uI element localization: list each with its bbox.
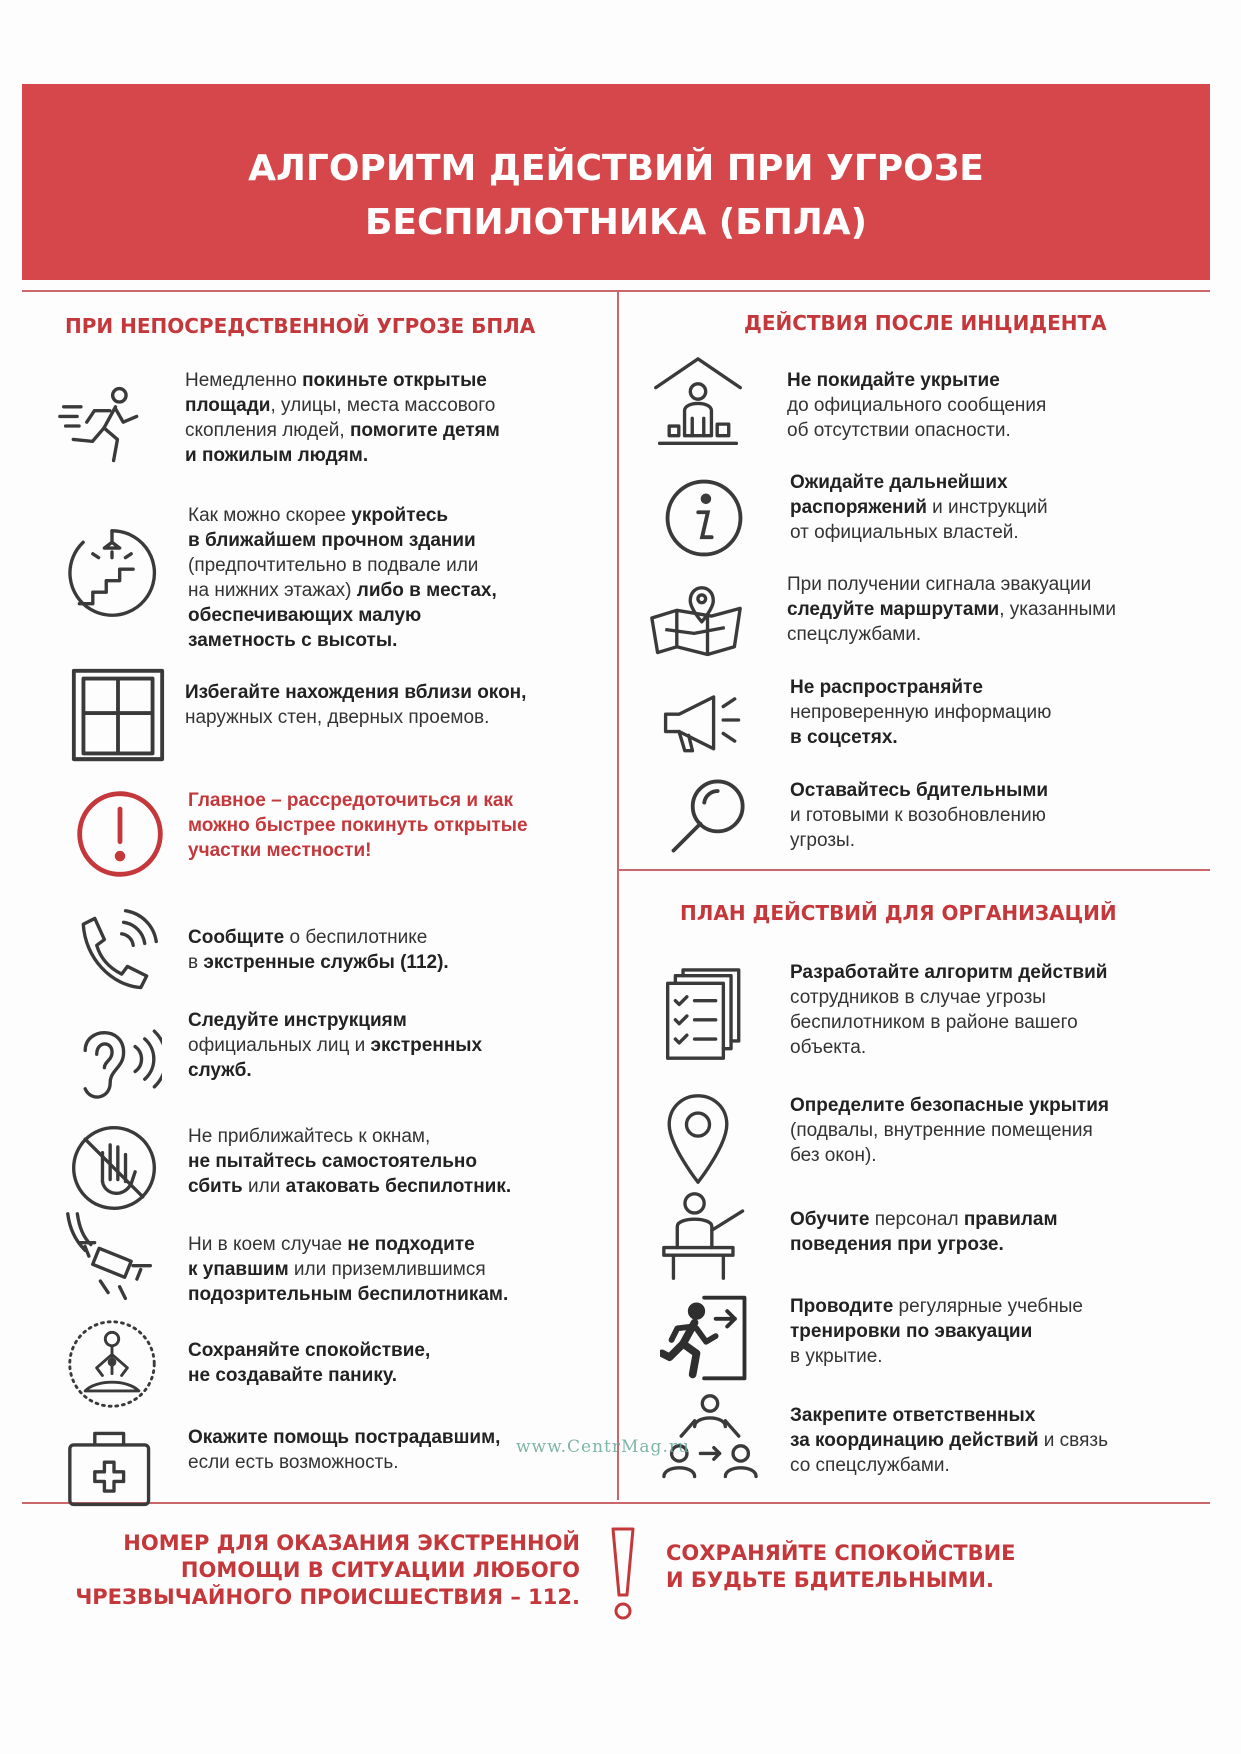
text-run: и готовыми к возобновлению bbox=[790, 805, 1046, 826]
item-line bbox=[790, 1143, 1109, 1168]
meditation-icon bbox=[64, 1316, 160, 1412]
text-run: наружных стен, дверных проемов. bbox=[185, 707, 490, 728]
item-line bbox=[790, 1453, 1108, 1478]
item-line bbox=[188, 925, 449, 950]
first-aid-kit-icon bbox=[66, 1420, 162, 1516]
text-run: официальных лиц и bbox=[188, 1035, 371, 1056]
item-line bbox=[787, 418, 1046, 443]
text-run: , улицы, места массового bbox=[270, 395, 496, 416]
item-line bbox=[185, 705, 526, 730]
right-bottom-section-title: ПЛАН ДЕЙСТВИЙ ДЛЯ ОРГАНИЗАЦИЙ bbox=[680, 901, 1117, 925]
bold-run: и пожилым людям. bbox=[185, 445, 369, 466]
text-run: со спецслужбами. bbox=[790, 1455, 950, 1476]
bold-run: правилам bbox=[963, 1209, 1058, 1230]
bold-run: Не распространяйте bbox=[790, 677, 983, 698]
text-run: Ни в коем случае bbox=[188, 1234, 348, 1255]
item-text bbox=[185, 368, 500, 468]
bold-run: поведения при угрозе. bbox=[790, 1234, 1004, 1255]
item-text bbox=[188, 1008, 482, 1083]
emergency-number-note bbox=[40, 1530, 580, 1611]
item-line bbox=[790, 470, 1048, 495]
item-line bbox=[790, 778, 1048, 803]
item-text bbox=[185, 680, 526, 730]
item-line bbox=[790, 700, 1051, 725]
item-text bbox=[188, 1425, 500, 1475]
text-run: участки местности! bbox=[188, 840, 372, 861]
footer-left-line: НОМЕР ДЛЯ ОКАЗАНИЯ ЭКСТРЕННОЙ bbox=[123, 1531, 580, 1555]
title-line-1: АЛГОРИТМ ДЕЙСТВИЙ ПРИ УГРОЗЕ bbox=[248, 148, 984, 189]
bold-run: служб. bbox=[188, 1060, 252, 1081]
bold-run: не пытайтесь самостоятельно bbox=[188, 1151, 478, 1172]
item-line bbox=[790, 1093, 1109, 1118]
text-run: регулярные учебные bbox=[893, 1296, 1083, 1317]
bold-run: в соцсетях. bbox=[790, 727, 898, 748]
shelter-stairs-icon bbox=[64, 525, 160, 621]
divider-top bbox=[22, 290, 1210, 292]
item-text bbox=[188, 503, 497, 653]
divider-bottom bbox=[22, 1502, 1210, 1504]
bold-run: Ожидайте дальнейших bbox=[790, 472, 1008, 493]
text-run: и связь bbox=[1038, 1430, 1108, 1451]
location-pin-icon bbox=[650, 1090, 746, 1186]
item-line bbox=[188, 1174, 511, 1199]
text-run: Не приближайтесь к окнам, bbox=[188, 1126, 431, 1147]
stop-hand-icon bbox=[66, 1120, 162, 1216]
text-run: от официальных властей. bbox=[790, 522, 1019, 543]
item-text bbox=[188, 1338, 430, 1388]
item-line bbox=[790, 725, 1051, 750]
text-run: в укрытие. bbox=[790, 1346, 883, 1367]
text-run: об отсутствии опасности. bbox=[787, 420, 1011, 441]
item-text bbox=[787, 368, 1046, 443]
item-line bbox=[188, 1425, 500, 1450]
footer-left-line: ЧРЕЗВЫЧАЙНОГО ПРОИСШЕСТВИЯ – 112. bbox=[75, 1585, 580, 1609]
item-line bbox=[185, 418, 500, 443]
bold-run: помогите детям bbox=[349, 420, 500, 441]
bold-run: тренировки по эвакуации bbox=[790, 1321, 1033, 1342]
item-line bbox=[188, 1232, 508, 1257]
item-text bbox=[188, 788, 528, 863]
item-line bbox=[790, 1428, 1108, 1453]
teacher-icon bbox=[660, 1188, 756, 1284]
text-run: спецслужбами. bbox=[787, 624, 922, 645]
bold-run: не создавайте панику. bbox=[188, 1365, 398, 1386]
page-title bbox=[22, 142, 1210, 250]
item-line bbox=[188, 553, 497, 578]
bold-run: не подходите bbox=[347, 1234, 475, 1255]
text-run: без окон). bbox=[790, 1145, 877, 1166]
item-line bbox=[188, 1008, 482, 1033]
item-line bbox=[188, 1124, 511, 1149]
text-run: угрозы. bbox=[790, 830, 855, 851]
bold-run: Следуйте инструкциям bbox=[188, 1010, 407, 1031]
item-line bbox=[787, 572, 1116, 597]
bold-run: обеспечивающих малую bbox=[188, 605, 422, 626]
item-line bbox=[790, 960, 1107, 985]
bold-run: распоряжений bbox=[790, 497, 927, 518]
text-run: Как можно скорее bbox=[188, 505, 352, 526]
item-text bbox=[188, 1124, 511, 1199]
warning-exclamation-icon bbox=[72, 786, 168, 882]
item-line bbox=[188, 528, 497, 553]
divider-right-middle bbox=[619, 869, 1210, 871]
item-text bbox=[790, 1294, 1083, 1369]
watermark: www.CentrMag.ru bbox=[516, 1437, 690, 1457]
checklist-icon bbox=[660, 968, 756, 1064]
item-line bbox=[185, 680, 526, 705]
item-line bbox=[188, 1033, 482, 1058]
item-line bbox=[790, 803, 1048, 828]
title-line-2: БЕСПИЛОТНИКА (БПЛА) bbox=[364, 202, 868, 243]
bold-run: укройтесь bbox=[351, 505, 449, 526]
bold-run: атаковать беспилотник. bbox=[285, 1176, 512, 1197]
phone-call-icon bbox=[66, 905, 162, 1001]
item-line bbox=[188, 788, 528, 813]
item-line bbox=[787, 597, 1116, 622]
item-line bbox=[188, 1257, 508, 1282]
text-run: непроверенную информацию bbox=[790, 702, 1052, 723]
bold-run: подозрительным беспилотникам. bbox=[188, 1284, 509, 1305]
footer-right-line: И БУДЬТЕ БДИТЕЛЬНЫМИ. bbox=[666, 1568, 994, 1592]
text-run: или приземлившимся bbox=[288, 1259, 486, 1280]
item-line bbox=[185, 393, 500, 418]
running-person-icon bbox=[56, 378, 152, 474]
footer-right-line: СОХРАНЯЙТЕ СПОКОЙСТВИЕ bbox=[666, 1541, 1016, 1565]
item-text bbox=[790, 470, 1048, 545]
item-line bbox=[790, 1344, 1083, 1369]
bold-run: Не покидайте укрытие bbox=[787, 370, 1000, 391]
item-line bbox=[188, 1058, 482, 1083]
right-top-section-title: ДЕЙСТВИЯ ПОСЛЕ ИНЦИДЕНТА bbox=[744, 311, 1107, 335]
bold-run: заметность с высоты. bbox=[188, 630, 398, 651]
bold-run: Проводите bbox=[790, 1296, 894, 1317]
info-icon bbox=[656, 470, 752, 566]
item-line bbox=[188, 1450, 500, 1475]
bold-run: Обучите bbox=[790, 1209, 870, 1230]
item-line bbox=[790, 495, 1048, 520]
bold-run: Закрепите ответственных bbox=[790, 1405, 1036, 1426]
item-line bbox=[188, 813, 528, 838]
text-run: беспилотником в районе вашего bbox=[790, 1012, 1078, 1033]
item-text bbox=[790, 1093, 1109, 1168]
ear-listening-icon bbox=[66, 1012, 162, 1108]
text-run: на нижних этажах) bbox=[188, 580, 357, 601]
item-line bbox=[787, 393, 1046, 418]
bold-run: экстренных bbox=[370, 1035, 483, 1056]
item-line bbox=[790, 1232, 1058, 1257]
item-line bbox=[790, 985, 1107, 1010]
map-pin-icon bbox=[648, 570, 744, 666]
text-run: сотрудников в случае угрозы bbox=[790, 987, 1046, 1008]
item-line bbox=[790, 1035, 1107, 1060]
item-line bbox=[790, 520, 1048, 545]
calm-vigilance-note bbox=[666, 1540, 1016, 1594]
text-run: скопления людей, bbox=[185, 420, 350, 441]
item-text bbox=[188, 1232, 508, 1307]
item-line bbox=[790, 828, 1048, 853]
text-run: При получении сигнала эвакуации bbox=[787, 574, 1092, 595]
item-line bbox=[185, 443, 500, 468]
item-line bbox=[188, 1282, 508, 1307]
footer-exclamation-icon bbox=[605, 1525, 641, 1625]
item-line bbox=[185, 368, 500, 393]
bold-run: Разработайте алгоритм действий bbox=[790, 962, 1108, 983]
bold-run: Избегайте нахождения вблизи окон, bbox=[185, 682, 527, 703]
item-line bbox=[787, 622, 1116, 647]
item-line bbox=[188, 1149, 511, 1174]
text-run: можно быстрее покинуть открытые bbox=[188, 815, 528, 836]
bold-run: экстренные службы (112). bbox=[203, 952, 449, 973]
bold-run: Определите безопасные укрытия bbox=[790, 1095, 1109, 1116]
text-run: и инструкций bbox=[926, 497, 1048, 518]
text-run: объекта. bbox=[790, 1037, 867, 1058]
item-line bbox=[790, 1207, 1058, 1232]
divider-center bbox=[617, 292, 619, 1500]
bold-run: либо в местах, bbox=[356, 580, 497, 601]
bold-run: к упавшим bbox=[188, 1259, 289, 1280]
item-text bbox=[790, 1403, 1108, 1478]
bold-run: в ближайшем прочном здании bbox=[188, 530, 476, 551]
text-run: в bbox=[188, 952, 204, 973]
item-line bbox=[188, 838, 528, 863]
item-line bbox=[188, 1363, 430, 1388]
text-run: , указанными bbox=[999, 599, 1116, 620]
bold-run: площади bbox=[185, 395, 271, 416]
bold-run: Сообщите bbox=[188, 927, 285, 948]
item-line bbox=[790, 1319, 1083, 1344]
item-line bbox=[188, 1338, 430, 1363]
header-banner bbox=[22, 84, 1210, 280]
text-run: Немедленно bbox=[185, 370, 303, 391]
bold-run: за координацию действий bbox=[790, 1430, 1039, 1451]
megaphone-icon bbox=[656, 672, 752, 768]
item-text bbox=[790, 1207, 1058, 1257]
item-text bbox=[790, 960, 1107, 1060]
item-line bbox=[188, 503, 497, 528]
item-line bbox=[790, 1403, 1108, 1428]
text-run: до официального сообщения bbox=[787, 395, 1047, 416]
text-run: или bbox=[242, 1176, 286, 1197]
fallen-drone-icon bbox=[62, 1210, 158, 1306]
text-run: Главное – рассредоточиться и как bbox=[188, 790, 513, 811]
shelter-person-icon bbox=[650, 355, 746, 451]
item-line bbox=[790, 1118, 1109, 1143]
text-run: (подвалы, внутренние помещения bbox=[790, 1120, 1093, 1141]
item-text bbox=[787, 572, 1116, 647]
text-run: персонал bbox=[869, 1209, 964, 1230]
item-line bbox=[188, 578, 497, 603]
item-line bbox=[188, 603, 497, 628]
item-line bbox=[787, 368, 1046, 393]
emergency-exit-icon bbox=[660, 1290, 756, 1386]
item-text bbox=[790, 778, 1048, 853]
item-text bbox=[188, 925, 449, 975]
footer-left-line: ПОМОЩИ В СИТУАЦИИ ЛЮБОГО bbox=[180, 1558, 580, 1582]
item-line bbox=[790, 675, 1051, 700]
bold-run: Сохраняйте спокойствие, bbox=[188, 1340, 431, 1361]
item-line bbox=[790, 1010, 1107, 1035]
item-text bbox=[790, 675, 1051, 750]
bold-run: Оставайтесь бдительными bbox=[790, 780, 1049, 801]
left-section-title: ПРИ НЕПОСРЕДСТВЕННОЙ УГРОЗЕ БПЛА bbox=[65, 314, 536, 338]
bold-run: следуйте маршрутами bbox=[787, 599, 1000, 620]
text-run: (предпочтительно в подвале или bbox=[188, 555, 479, 576]
bold-run: покиньте открытые bbox=[302, 370, 487, 391]
item-line bbox=[188, 628, 497, 653]
bold-run: Окажите помощь пострадавшим, bbox=[188, 1427, 501, 1448]
item-line bbox=[790, 1294, 1083, 1319]
item-line bbox=[188, 950, 449, 975]
bold-run: сбить bbox=[188, 1176, 243, 1197]
text-run: о беспилотнике bbox=[284, 927, 428, 948]
window-icon bbox=[70, 667, 166, 763]
magnifier-icon bbox=[662, 768, 758, 864]
text-run: если есть возможность. bbox=[188, 1452, 399, 1473]
